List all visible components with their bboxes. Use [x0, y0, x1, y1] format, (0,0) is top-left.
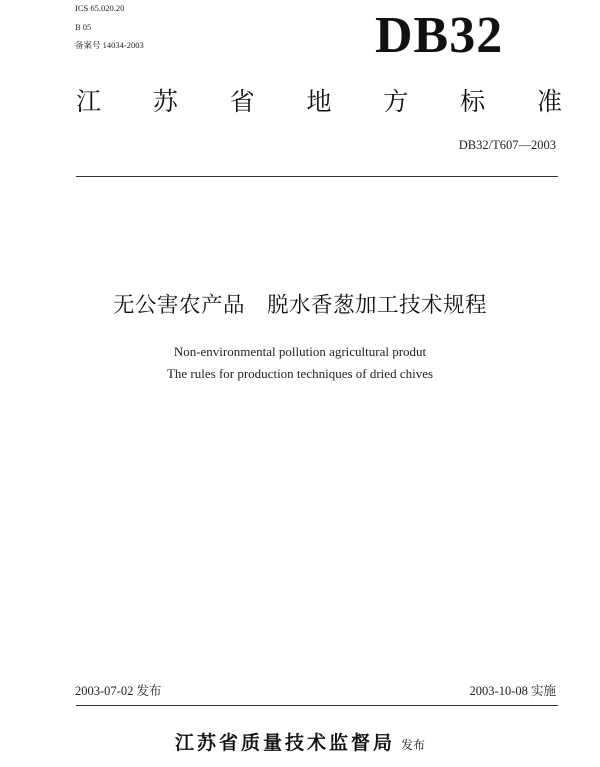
document-title-english-line2: The rules for production techniques of dried chives	[166, 366, 434, 381]
standard-title-char: 地	[306, 87, 332, 116]
issuer-suffix: 发布	[401, 738, 426, 752]
standard-number: DB32/T607—2003	[458, 138, 556, 152]
db32-logo: DB32	[375, 7, 504, 64]
standard-category-title	[76, 80, 562, 120]
standard-title-char: 省	[229, 87, 255, 116]
standard-title-char: 苏	[152, 87, 178, 116]
issuer-line	[0, 728, 600, 755]
standard-title-char: 方	[383, 87, 409, 116]
ics-code: ICS 65.020.20	[75, 3, 125, 13]
standard-title-char: 标	[460, 87, 486, 116]
bottom-divider	[76, 705, 558, 706]
classification-code: B 05	[75, 22, 92, 32]
standard-title-char: 江	[76, 87, 102, 116]
document-title-chinese: 无公害农产品 脱水香葱加工技术规程	[112, 293, 487, 318]
standard-title-char: 准	[536, 87, 562, 116]
issue-date: 2003-07-02 发布	[75, 684, 162, 698]
record-number: 备案号 14034-2003	[75, 40, 144, 50]
top-divider	[76, 176, 558, 177]
issuing-authority: 江苏省质量技术监督局	[174, 732, 395, 754]
implementation-date: 2003-10-08 实施	[469, 684, 556, 698]
document-title-english-line1: Non-environmental pollution agricultural produt	[173, 344, 427, 359]
